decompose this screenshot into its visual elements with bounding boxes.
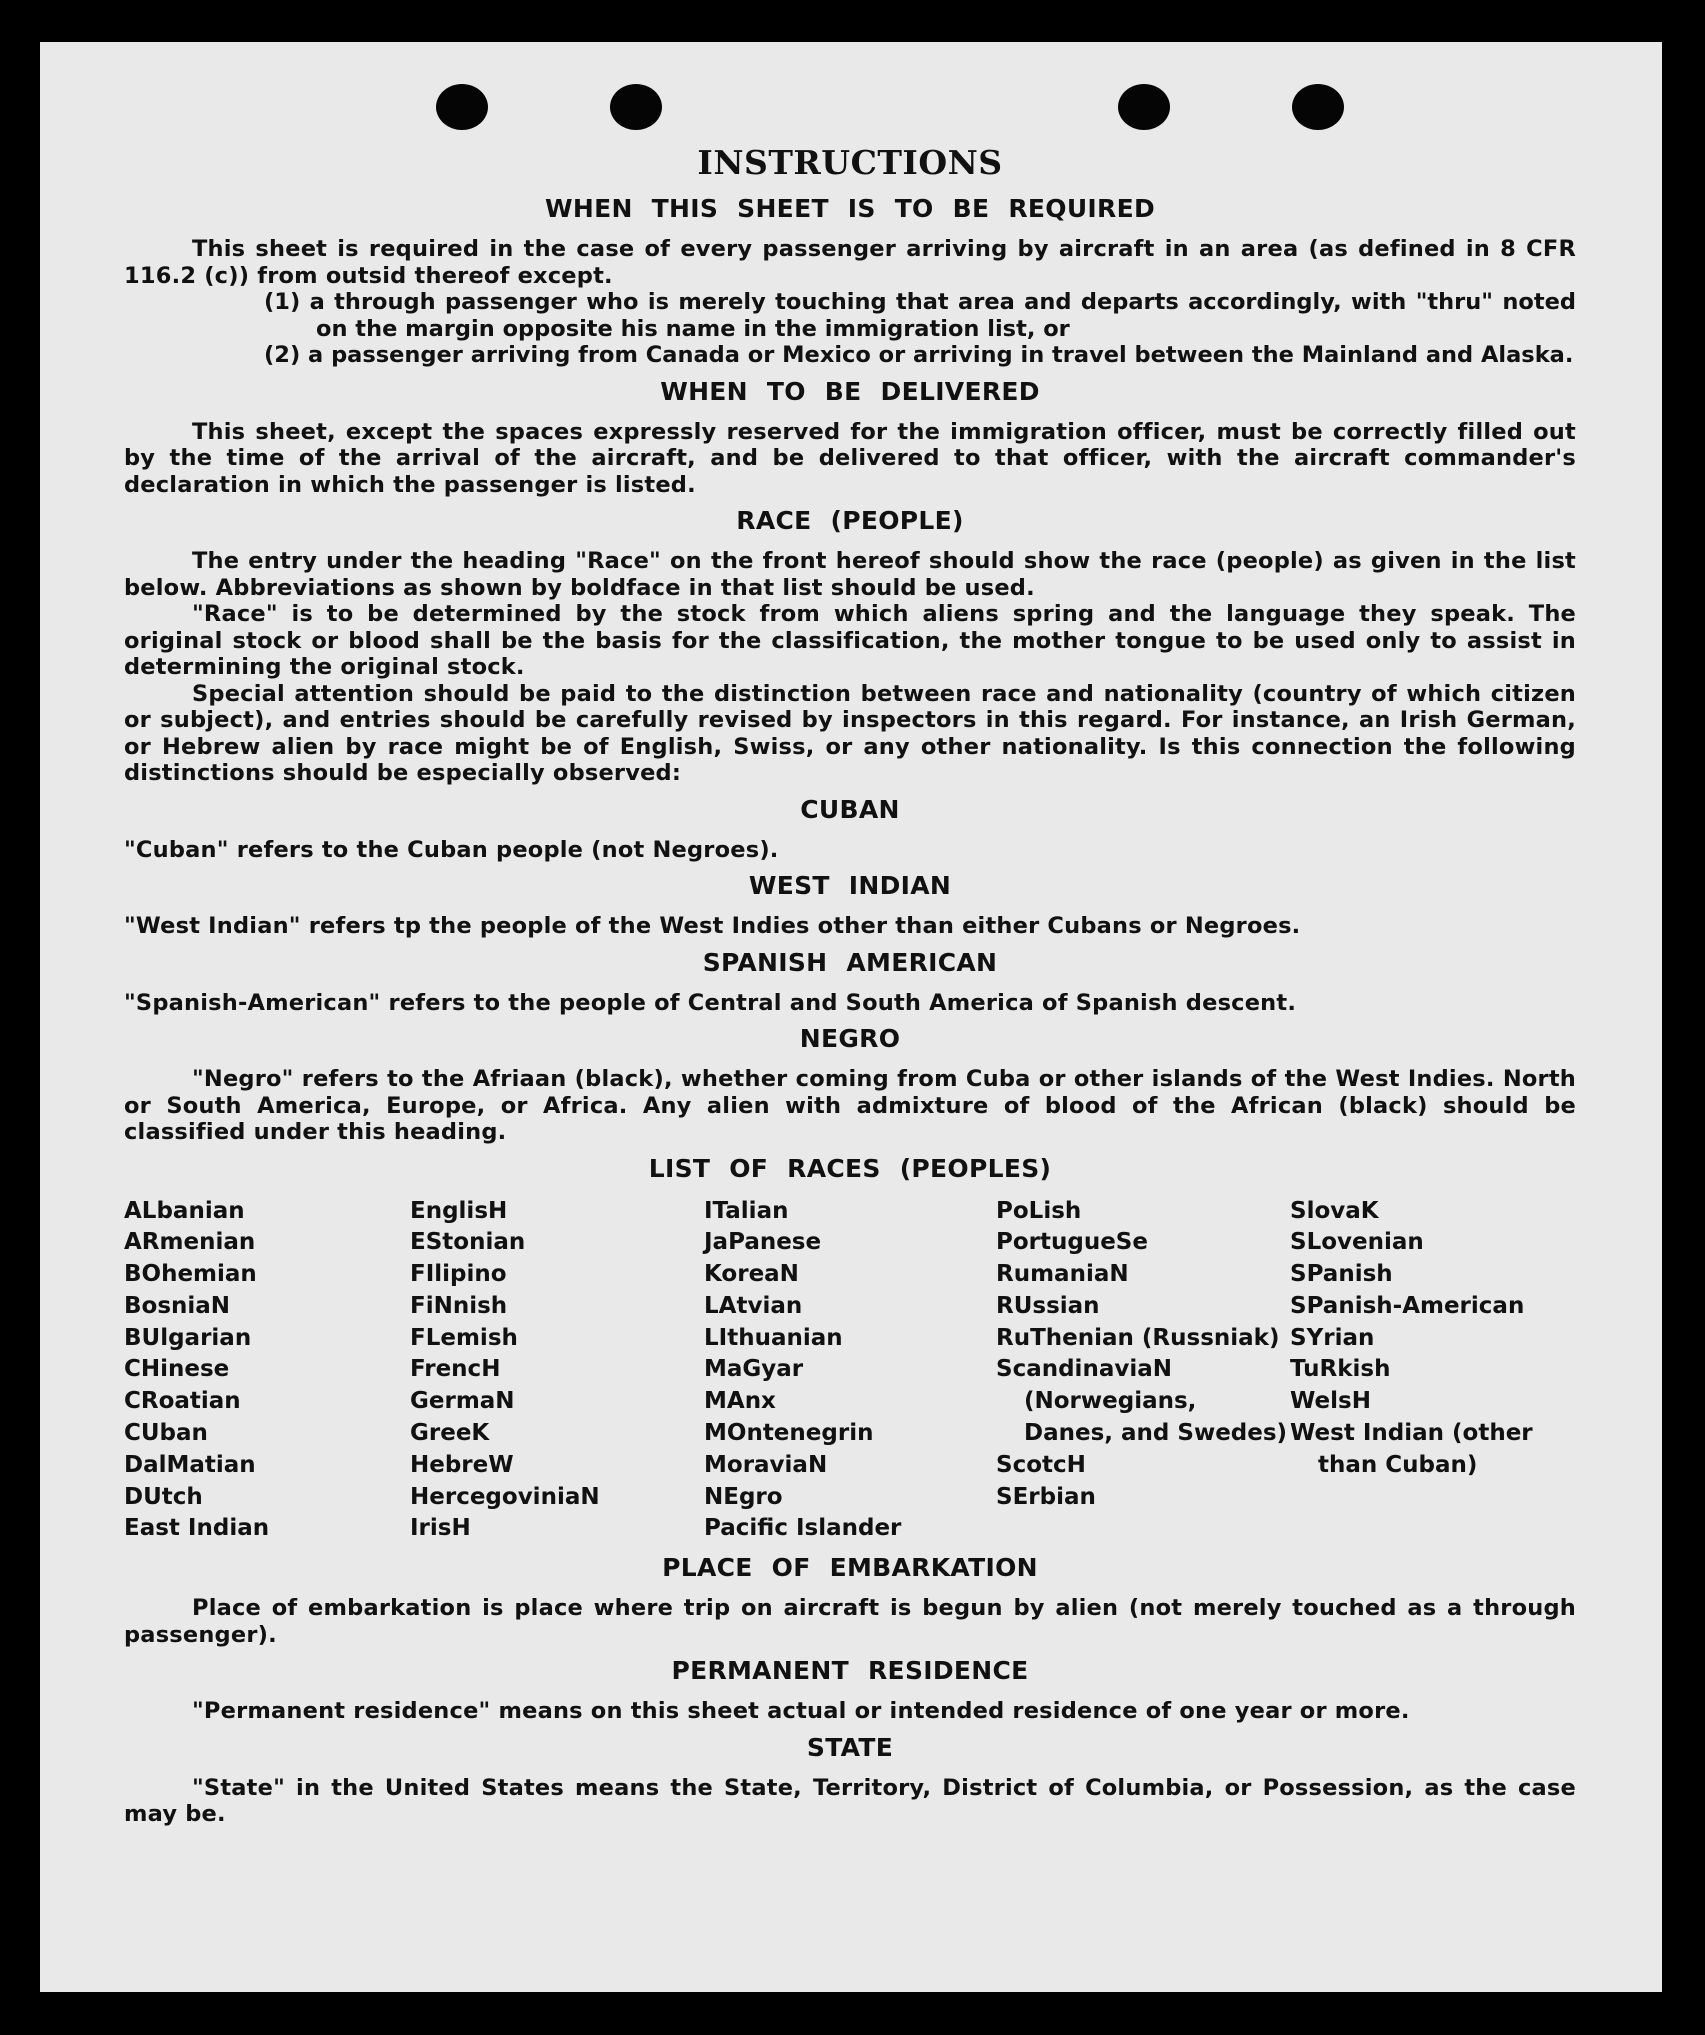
race-item: PoLish [996, 1197, 1082, 1224]
race-item: BosniaN [124, 1292, 231, 1319]
race-column [704, 1196, 996, 1546]
race-item: FrencH [410, 1356, 501, 1383]
race-item: JaPanese [704, 1229, 822, 1256]
race-item: KoreaN [704, 1261, 799, 1288]
race-item: FLemish [410, 1324, 518, 1351]
race-item: RumaniaN [996, 1261, 1129, 1288]
heading-west-indian: WEST INDIAN [748, 871, 952, 900]
race-item: IrisH [410, 1515, 471, 1542]
race-item: DUtch [124, 1483, 203, 1510]
race-paragraph: Special attention should be paid to the distinction between race and nationality (country of which citizen or subject), and entries should be carefully revised by inspectors in this regard. For instance, an Irish German, or Hebrew alien by race might be of English, Swiss, or any other nationality. Is this connection the following distinctions should be especially observed: [124, 680, 1576, 786]
punch-hole [436, 84, 488, 130]
race-item: ScotcH [996, 1451, 1086, 1478]
punch-hole [1118, 84, 1170, 130]
race-item: ALbanian [124, 1197, 245, 1224]
race-item: TuRkish [1290, 1356, 1391, 1383]
race-item: MoraviaN [704, 1451, 828, 1478]
race-item: HebreW [410, 1451, 514, 1478]
race-column [996, 1196, 1290, 1546]
race-item: PortugueSe [996, 1229, 1148, 1256]
race-column [124, 1196, 410, 1546]
race-paragraph: "Race" is to be determined by the stock from which aliens spring and the language they speak. The original stock or blood shall be the basis for the classification, the mother tongue to be used only to assist in determining the original stock. [124, 601, 1576, 680]
race-item: FiNnish [410, 1292, 508, 1319]
race-item: WelsH [1290, 1388, 1371, 1415]
heading-negro: NEGRO [799, 1024, 901, 1053]
negro-text: "Negro" refers to the Afriaan (black), whether coming from Cuba or other islands of the West Indies. North or South America, Europe, or Africa. Any alien with admixture of blood of the African (black) should be classified under this heading. [124, 1066, 1576, 1145]
race-item: BOhemian [124, 1261, 257, 1288]
race-item: East Indian [124, 1515, 270, 1542]
race-item: FIlipino [410, 1261, 507, 1288]
heading-permanent-residence: PERMANENT RESIDENCE [671, 1656, 1029, 1686]
document-page [40, 42, 1662, 1992]
race-item: SlovaK [1290, 1197, 1379, 1224]
race-item: NEgro [704, 1483, 783, 1510]
race-item: SPanish [1290, 1261, 1393, 1288]
race-item: SPanish-American [1290, 1292, 1525, 1319]
race-item: CUban [124, 1420, 208, 1447]
race-item: HercegoviniaN [410, 1483, 600, 1510]
race-item: ScandinaviaN (Norwegians, Danes, and Swedes) [996, 1356, 1288, 1447]
race-item: BUlgarian [124, 1324, 252, 1351]
race-item: MAnx [704, 1388, 776, 1415]
heading-cuban: CUBAN [800, 794, 900, 824]
exception-item: (1) a through passenger who is merely touching that area and departs accordingly, with "thru" noted on the margin opposite his name in the immigration list, or [264, 289, 1576, 342]
race-paragraph: The entry under the heading "Race" on the front hereof should show the race (people) as given in the list below. Abbreviations as shown by boldface in that list should be used. [124, 548, 1576, 601]
race-item: RuThenian (Russniak) [996, 1324, 1280, 1351]
race-column [1290, 1196, 1576, 1546]
heading-race: RACE (PEOPLE) [736, 506, 964, 535]
race-item: MaGyar [704, 1356, 804, 1383]
race-item: DalMatian [124, 1451, 256, 1478]
race-item: West Indian (other than Cuban) [1290, 1420, 1533, 1478]
race-item: GermaN [410, 1388, 515, 1415]
race-column [410, 1196, 704, 1546]
race-item: EStonian [410, 1229, 526, 1256]
punch-hole [1292, 84, 1344, 130]
race-item: Pacific Islander [704, 1515, 902, 1542]
when-delivered-text: This sheet, except the spaces expressly reserved for the immigration officer, must be correctly filled out by the time of the arrival of the aircraft, and be delivered to that officer, with the aircraft commander's declaration in which the passenger is listed. [124, 418, 1576, 498]
exception-list [264, 289, 1576, 369]
race-item: ARmenian [124, 1229, 256, 1256]
race-item: GreeK [410, 1420, 490, 1447]
race-list [124, 1196, 1576, 1546]
race-item: RUssian [996, 1292, 1100, 1319]
heading-when-required: WHEN THIS SHEET IS TO BE REQUIRED [544, 194, 1156, 223]
race-item: EnglisH [410, 1197, 508, 1224]
race-item: MOntenegrin [704, 1420, 874, 1447]
race-item: SLovenian [1290, 1229, 1424, 1256]
west-indian-text: "West Indian" refers tp the people of the West Indies other than either Cubans or Negroes. [124, 913, 1301, 939]
heading-embarkation: PLACE OF EMBARKATION [662, 1553, 1038, 1583]
cuban-text: "Cuban" refers to the Cuban people (not Negroes). [124, 836, 779, 863]
exception-item: (2) a passenger arriving from Canada or Mexico or arriving in travel between the Mainland and Alaska. [264, 342, 1574, 368]
heading-state: STATE [806, 1732, 894, 1762]
heading-spanish-american: SPANISH AMERICAN [702, 947, 998, 977]
race-item: LAtvian [704, 1292, 803, 1319]
instructions-content [124, 142, 1576, 1828]
heading-list-of-races: LIST OF RACES (PEOPLES) [648, 1153, 1052, 1183]
residence-text: "Permanent residence" means on this sheet actual or intended residence of one year or more. [192, 1698, 1410, 1725]
race-item: SYrian [1290, 1324, 1375, 1351]
heading-when-delivered: WHEN TO BE DELIVERED [660, 376, 1040, 406]
race-item: CHinese [124, 1356, 230, 1383]
when-required-intro: This sheet is required in the case of every passenger arriving by aircraft in an area (as defined in 8 CFR 116.2 (c)) from outsid thereof except. [124, 236, 1576, 289]
race-item: CRoatian [124, 1388, 241, 1415]
race-item: ITalian [704, 1197, 789, 1224]
embarkation-text: Place of embarkation is place where trip on aircraft is begun by alien (not merely touched as a through passenger). [124, 1595, 1576, 1648]
punch-hole [610, 84, 662, 130]
race-item: SErbian [996, 1483, 1096, 1510]
state-text: "State" in the United States means the State, Territory, District of Columbia, or Possession, as the case may be. [124, 1774, 1576, 1828]
page-title: INSTRUCTIONS [697, 143, 1003, 182]
spanish-american-text: "Spanish-American" refers to the people of Central and South America of Spanish descent. [124, 989, 1297, 1016]
race-item: LIthuanian [704, 1324, 843, 1351]
